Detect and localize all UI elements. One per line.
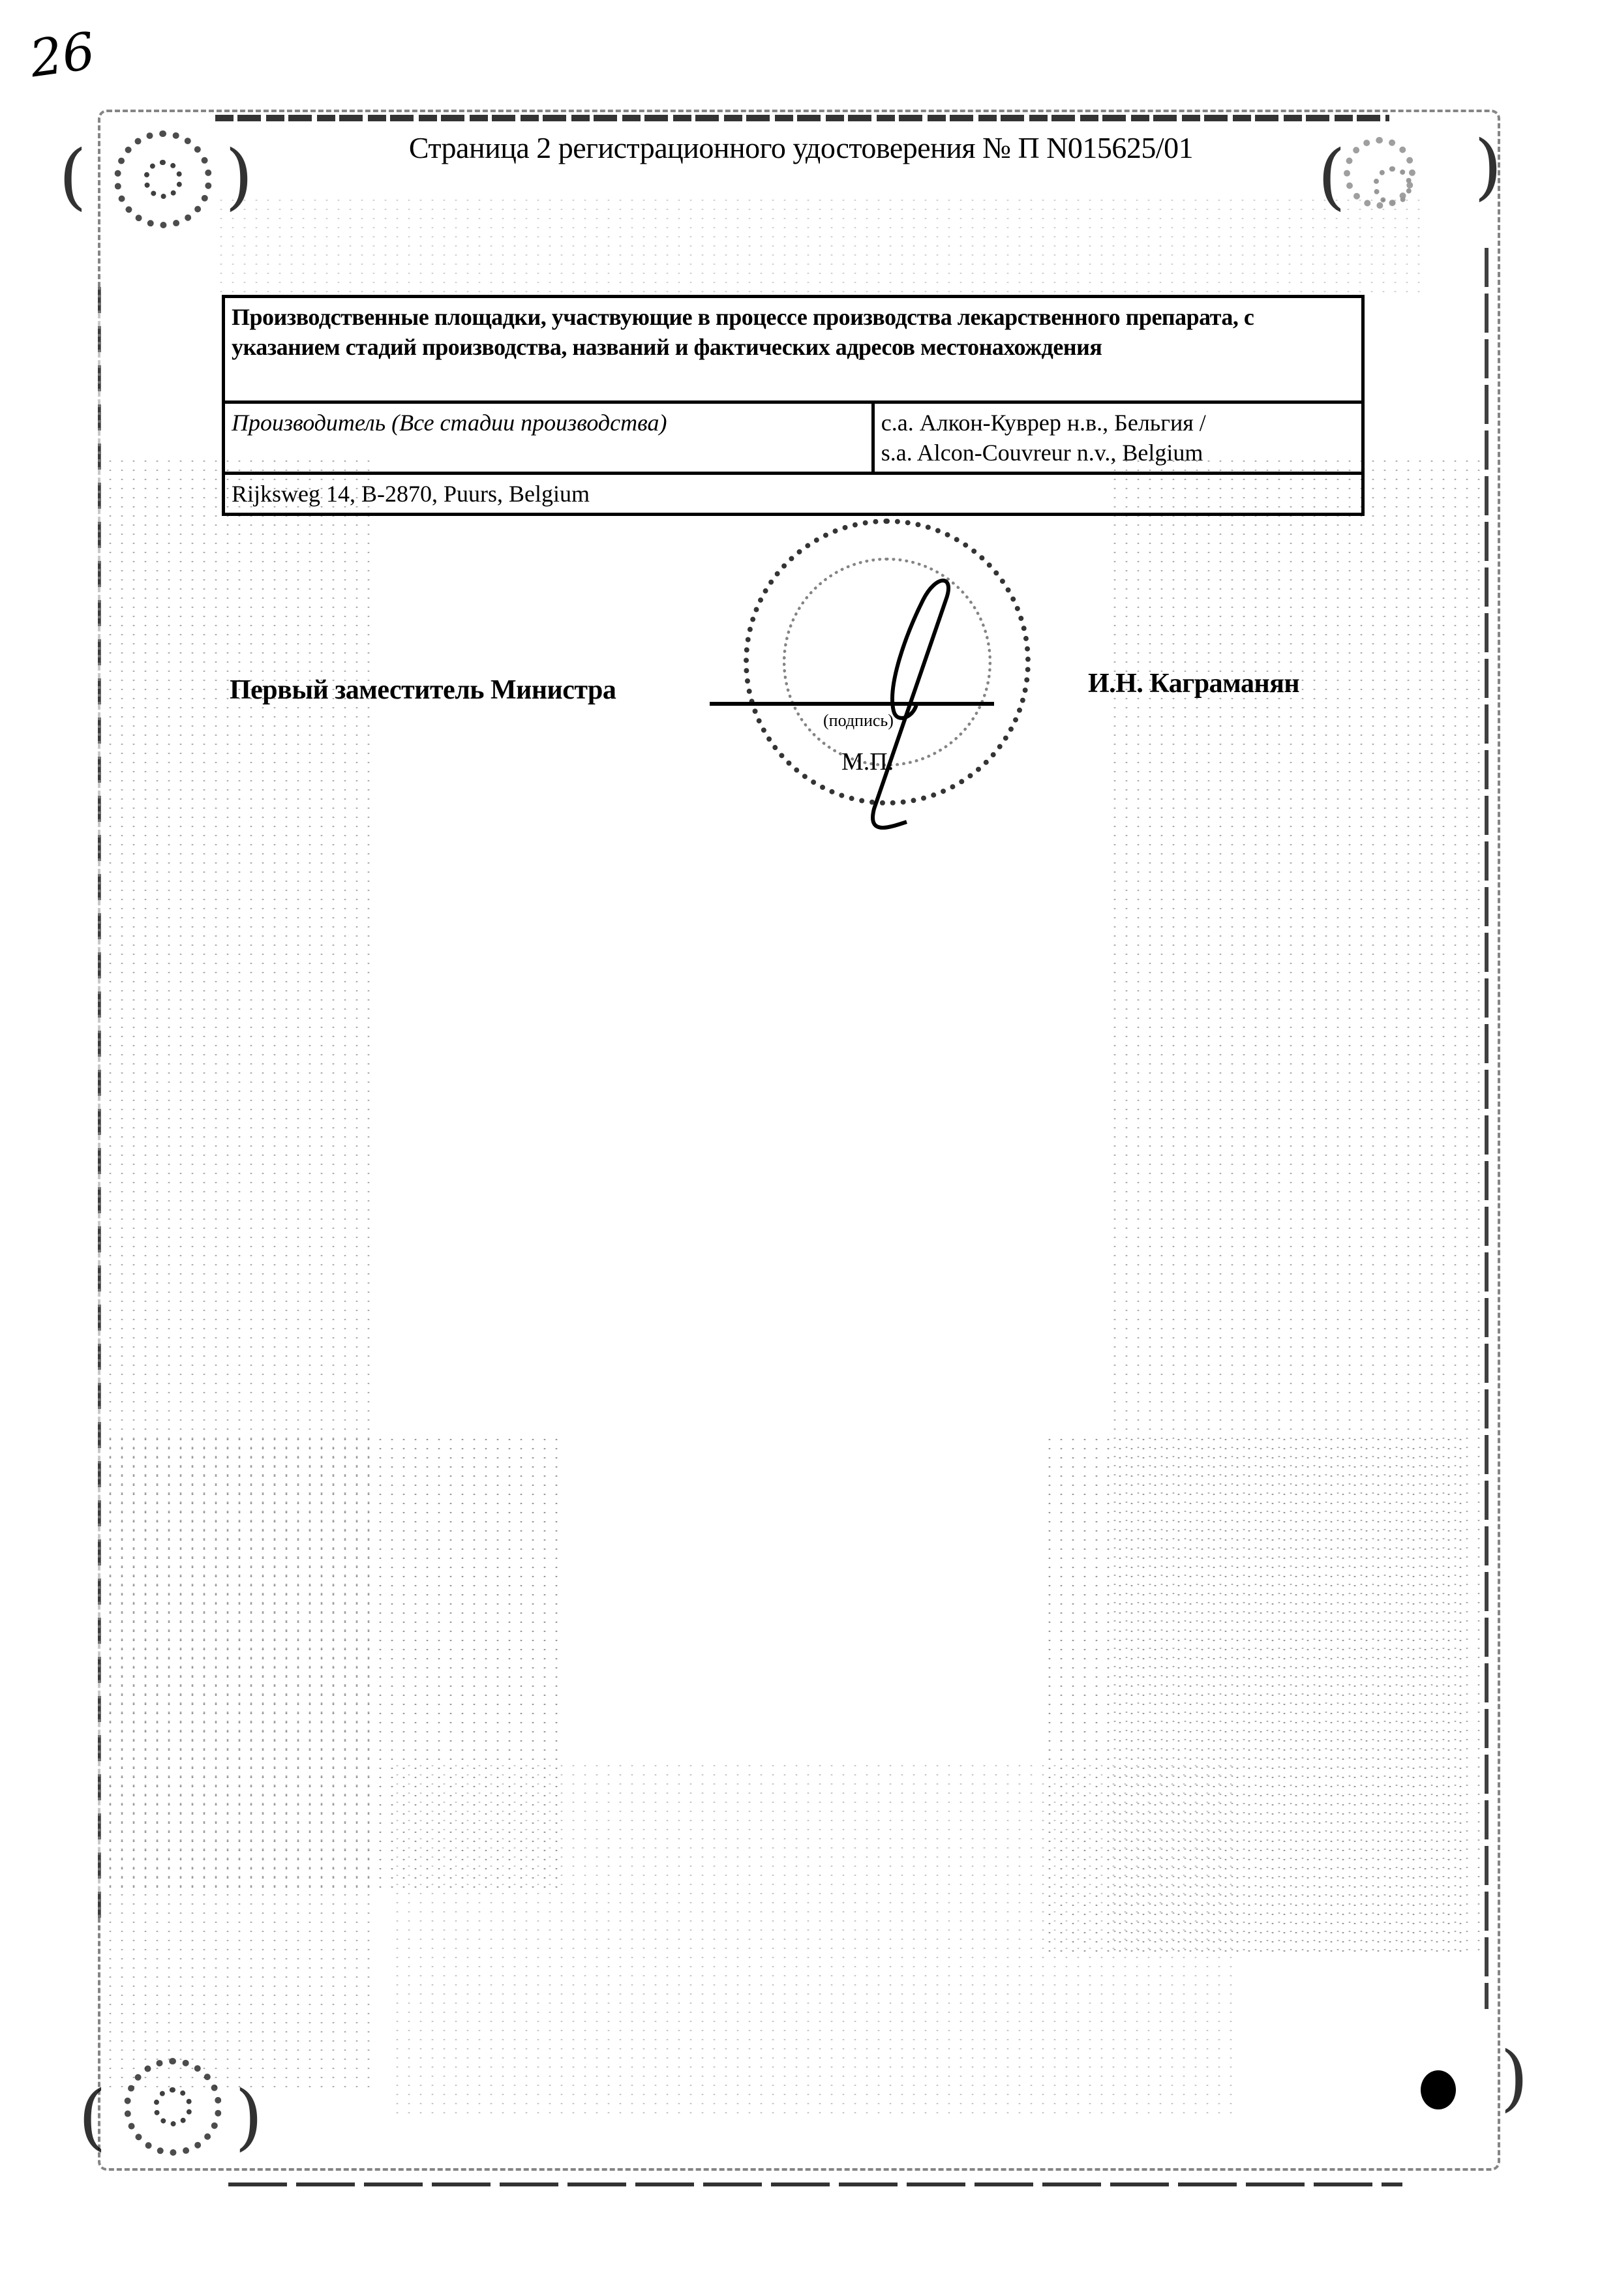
table-heading: Производственные площадки, участвующие в процессе производства лекарственного препарата, с указанием стадий производства, названий и фактических адресов местонахождения: [224, 297, 1363, 402]
bracket-ornament-icon: ): [225, 134, 253, 218]
page-title: Страница 2 регистрационного удостоверения № П N015625/01: [408, 131, 1194, 164]
manufacturer-address: Rijksweg 14, B-2870, Puurs, Belgium: [224, 474, 1363, 515]
handwritten-page-number: 26: [26, 22, 99, 89]
rosette-ornament-bottom-left-icon: [124, 2058, 222, 2156]
table-row: [224, 402, 1363, 474]
table-row: [224, 474, 1363, 515]
signatory-name: И.Н. Каграманян: [1088, 669, 1300, 699]
bracket-ornament-icon: ): [235, 2075, 263, 2158]
table-heading-row: [224, 297, 1363, 402]
manufacturer-name-ru: с.а. Алкон-Куврер н.в., Бельгия /: [881, 410, 1206, 436]
manufacturer-label: Производитель (Все стадии производства): [224, 402, 873, 474]
bracket-ornament-icon: ): [1474, 125, 1502, 208]
filled-dot-mark-icon: [1421, 2070, 1456, 2109]
bracket-ornament-icon: (: [59, 134, 87, 218]
signature-line: [710, 702, 994, 706]
frame-left-border: [98, 287, 101, 1918]
bracket-ornament-icon: (: [1318, 134, 1346, 218]
production-sites-table: [222, 295, 1365, 516]
manufacturer-name-en: s.a. Alcon-Couvreur n.v., Belgium: [881, 440, 1203, 466]
frame-right-border: [1485, 248, 1489, 2009]
frame-bottom-border: [228, 2183, 1402, 2186]
signature-caption: (подпись): [823, 711, 894, 730]
stamp-place-label: М.П.: [841, 748, 894, 776]
bracket-ornament-icon: ): [1500, 2036, 1528, 2119]
signatory-position: Первый заместитель Министра: [230, 675, 616, 705]
frame-top-border: [215, 115, 1389, 121]
bracket-ornament-icon: (: [78, 2075, 106, 2158]
manufacturer-value: [873, 402, 1363, 474]
